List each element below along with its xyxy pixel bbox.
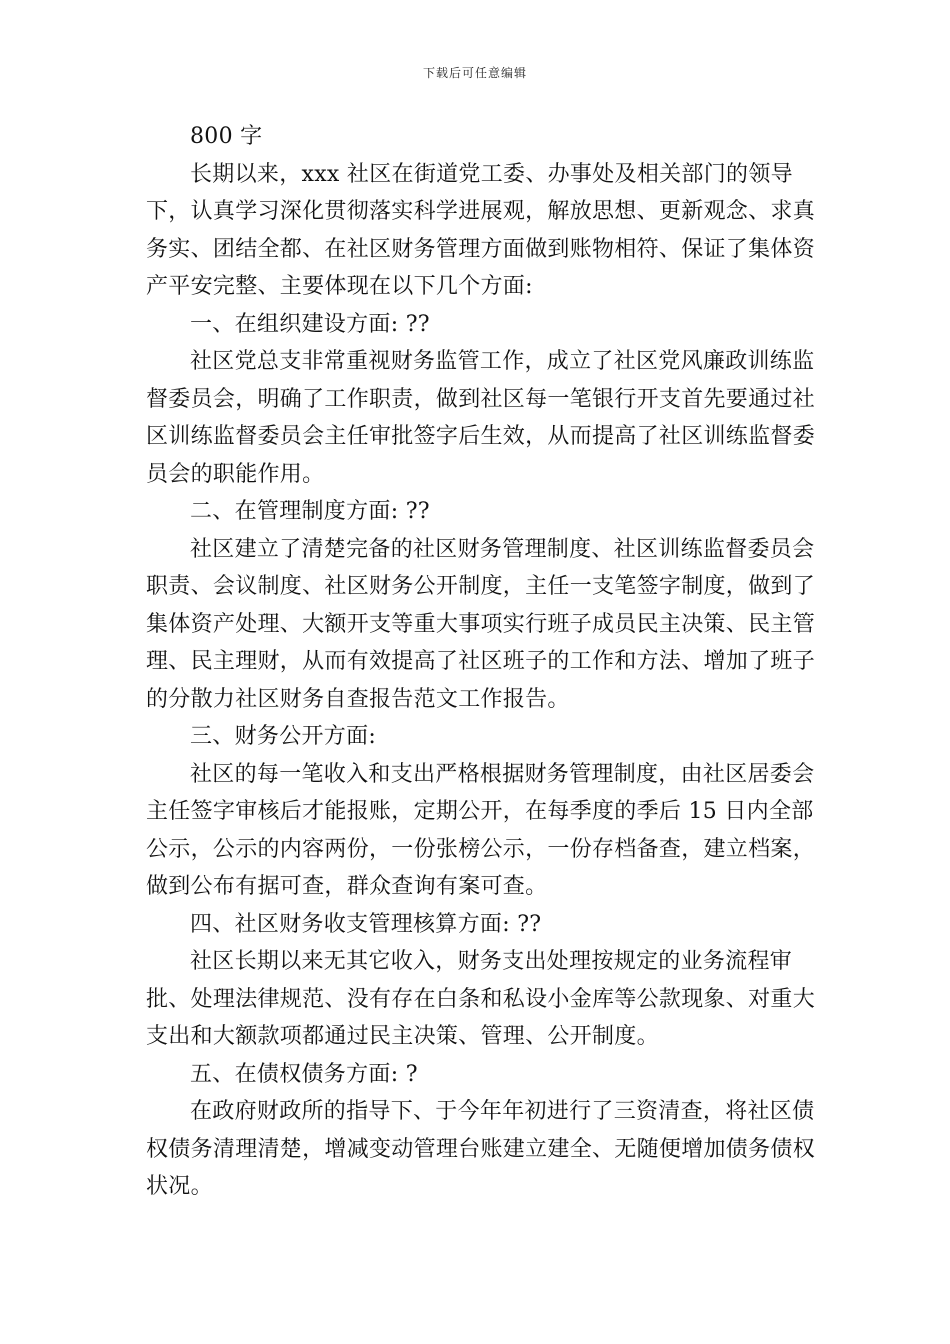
section-paragraph-3: 社区的每一笔收入和支出严格根据财务管理制度，由社区居委会主任签字审核后才能报账，定期公开，在每季度的季后 15 日内全部公示，公示的内容两份，一份张榜公示，一份存档备查，建立档案，做到公布有据可查，群众查询有案可查。 xyxy=(146,761,816,899)
section-heading-3: 三、财务公开方面: xyxy=(190,724,377,749)
intro-paragraph: 长期以来，xxx 社区在街道党工委、办事处及相关部门的领导下，认真学习深化贯彻落实科学进展观，解放思想、更新观念、求真务实、团结全都、在社区财务管理方面做到账物相符、保证了集体资产平安完整、主要体现在以下几个方面: xyxy=(146,161,816,299)
section-heading-1: 一、在组织建设方面: ?? xyxy=(190,311,430,337)
section-paragraph-2: 社区建立了清楚完备的社区财务管理制度、社区训练监督委员会职责、会议制度、社区财务公开制度，主任一支笔签字制度，做到了集体资产处理、大额开支等重大事项实行班子成员民主决策、民主管理、民主理财，从而有效提高了社区班子的工作和方法、增加了班子的分散力社区财务自查报告范文工作报告。 xyxy=(146,536,816,712)
section-heading-2: 二、在管理制度方面: ?? xyxy=(190,499,430,524)
section-paragraph-4: 社区长期以来无其它收入，财务支出处理按规定的业务流程审批、处理法律规范、没有存在白条和私设小金库等公款现象、对重大支出和大额款项都通过民主决策、管理、公开制度。 xyxy=(146,949,816,1049)
section-heading-4: 四、社区财务收支管理核算方面: ?? xyxy=(190,911,542,937)
section-heading-5: 五、在债权债务方面: ? xyxy=(190,1061,418,1087)
section-paragraph-5: 在政府财政所的指导下、于今年年初进行了三资清查，将社区债权债务清理清楚，增减变动管理台账建立建全、无随便增加债务债权状况。 xyxy=(146,1099,816,1199)
word-count-line: 800 字 xyxy=(190,124,263,149)
section-paragraph-1: 社区党总支非常重视财务监管工作，成立了社区党风廉政训练监督委员会，明确了工作职责，做到社区每一笔银行开支首先要通过社区训练监督委员会主任审批签字后生效，从而提高了社区训练监督委员会的职能作用。 xyxy=(146,349,816,487)
document-body xyxy=(146,118,822,1206)
page-header: 下载后可任意编辑 xyxy=(422,66,527,80)
